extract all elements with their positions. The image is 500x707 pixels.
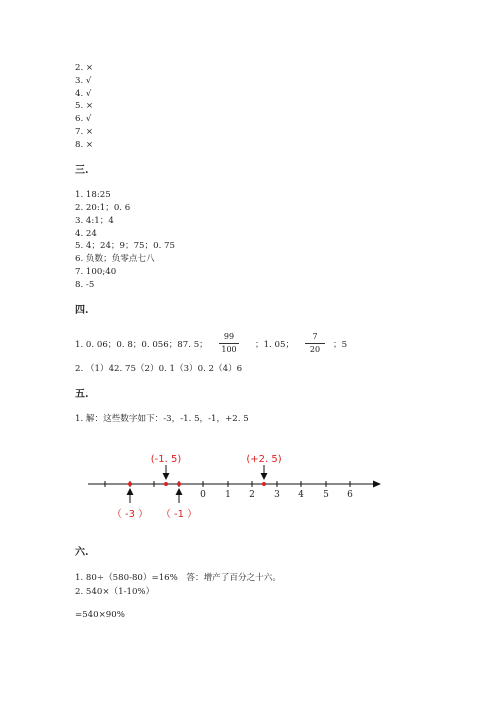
fraction-denominator: 20 [309, 345, 321, 354]
section-heading: 四. [75, 305, 89, 316]
answer-line: 7. × [75, 127, 94, 137]
answer-line: 4. 24 [75, 229, 97, 239]
answer-line: 2. × [75, 63, 94, 73]
answer-line: 2. 540×（1-10%） [75, 587, 155, 597]
label-minus-1-5: (-1. 5) [150, 454, 182, 465]
answer-line: 5. 4；24；9；75；0. 75 [75, 241, 175, 251]
axis-arrow-icon [373, 481, 381, 488]
tick-label: 1 [225, 490, 231, 500]
answer-line: =540×90% [75, 610, 125, 620]
answer-line: 2. 20:1；0. 6 [75, 203, 131, 213]
tick-label: 0 [200, 490, 206, 500]
answer-line: 3. √ [75, 76, 92, 86]
answer-line: 1. 解：这些数字如下：-3，-1. 5，-1，+2. 5 [75, 414, 249, 424]
tick-label: 6 [347, 490, 353, 500]
arrow-up-icon [176, 488, 183, 495]
answer-line: 8. × [75, 140, 94, 150]
fraction-numerator: 7 [312, 332, 318, 341]
point-plus-2-5 [262, 482, 266, 486]
point-minus-1 [177, 482, 181, 486]
answer-line: 1. 18:25 [75, 190, 111, 200]
fraction-numerator: 99 [223, 332, 235, 341]
fraction-denominator: 100 [221, 345, 237, 354]
label-minus-1: （ -1 ） [160, 509, 198, 520]
answer-line-middle: ；1. 05； [255, 340, 295, 350]
tick-label: 2 [249, 490, 255, 500]
answer-line: 2. （1）42. 75（2）0. 1（3）0. 2（4）6 [75, 364, 243, 374]
answer-line-prefix: 1. 0. 06；0. 8；0. 056；87. 5； [75, 340, 208, 350]
arrow-up-icon [127, 488, 134, 495]
answer-line: 6. √ [75, 114, 92, 124]
answer-line: 6. 负数；负零点七八 [75, 254, 155, 264]
section-heading: 五. [75, 389, 89, 400]
label-plus-2-5: (+2. 5) [246, 454, 282, 465]
answer-line: 7. 100;40 [75, 267, 117, 277]
section-heading: 六. [75, 547, 89, 558]
tick-label: 3 [274, 490, 280, 500]
answer-line-suffix: ；5 [333, 340, 348, 350]
answer-line: 8. -5 [75, 280, 95, 290]
point-minus-3 [128, 482, 132, 486]
tick-label: 5 [323, 490, 329, 500]
label-minus-3: （ -3 ） [111, 509, 149, 520]
arrow-down-icon [163, 473, 170, 480]
answer-line: 3. 4:1；4 [75, 216, 114, 226]
answer-line: 4. √ [75, 89, 92, 99]
answer-line: 1. 80÷（580-80）=16% 答：增产了百分之十六。 [75, 573, 281, 583]
arrow-down-icon [261, 473, 268, 480]
point-minus-1-5 [164, 482, 168, 486]
tick-label: 4 [298, 490, 304, 500]
section-heading: 三. [75, 165, 89, 176]
answer-line: 5. × [75, 101, 94, 111]
